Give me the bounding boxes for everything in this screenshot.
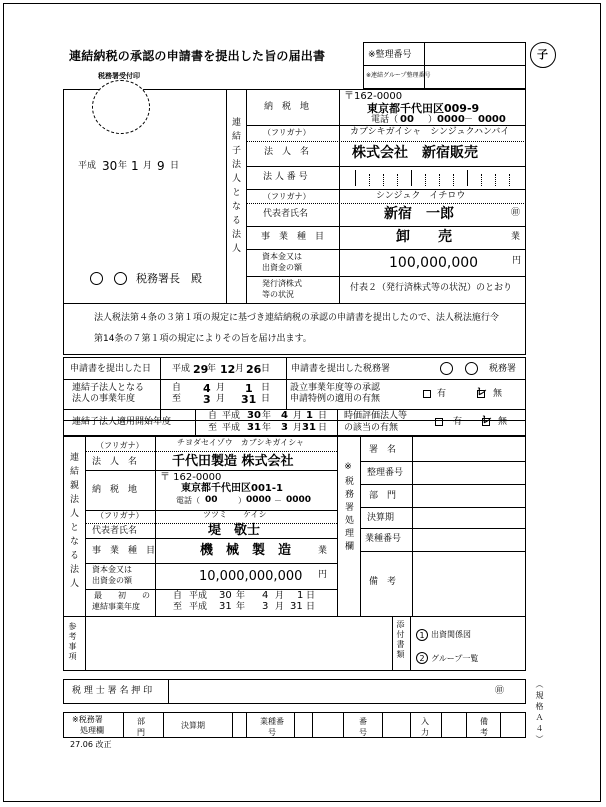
child-biz: 卸 売 bbox=[396, 229, 452, 245]
parent-biz: 機 械 製 造 bbox=[200, 543, 292, 558]
parent-rep-label: 代表者氏名 bbox=[92, 526, 138, 536]
tax-field-4: 業種番号 bbox=[365, 534, 402, 544]
submit-year: 29 bbox=[193, 363, 209, 376]
attach-item-1: 出資関係図 bbox=[431, 630, 471, 639]
parent-fy-year-2: 31 bbox=[219, 601, 232, 612]
tax-field-5: 備 考 bbox=[369, 577, 397, 587]
est-no-label: 無 bbox=[493, 389, 503, 399]
parent-phone-1: 00 bbox=[205, 495, 218, 505]
fy-day-2: 31 bbox=[241, 393, 257, 406]
attach-num-1: 1 bbox=[416, 629, 428, 641]
parent-fy-year-1: 30 bbox=[219, 590, 232, 601]
parent-address: 東京都千代田区001-1 bbox=[181, 483, 283, 494]
child-rep: 新宿 一郎 bbox=[384, 206, 454, 222]
parent-phone-2: 0000 bbox=[246, 495, 272, 505]
apply-month-2: 3 bbox=[281, 422, 288, 433]
tax-office-vertical: ※税務署処理欄 bbox=[343, 462, 353, 554]
seiri-label: ※整理番号 bbox=[368, 50, 412, 60]
fy-month-1: 4 bbox=[203, 382, 211, 395]
child-address: 東京都千代田区009-9 bbox=[367, 102, 480, 115]
child-number-label: 法 人 番 号 bbox=[263, 172, 308, 182]
child-shares: 付表２（発行済株式等の状況）のとおり bbox=[350, 283, 513, 293]
form-title: 連結納税の承認の申請書を提出した旨の届出書 bbox=[69, 49, 326, 63]
revision-note: 27.06 改正 bbox=[70, 740, 112, 749]
apply-label: 連結子法人適用開始年度 bbox=[72, 417, 172, 427]
parent-address-label: 納 税 地 bbox=[92, 485, 138, 495]
office-label: 税務署長 殿 bbox=[136, 272, 202, 285]
tax-field-1: 整理番号 bbox=[367, 468, 404, 478]
apply-day-2: 31 bbox=[302, 422, 316, 433]
attach-num-2: 2 bbox=[416, 652, 428, 664]
accountant-label: 税 理 士 署 名 押 印 bbox=[72, 686, 153, 696]
date-year: 30 bbox=[102, 159, 118, 173]
child-phone-3: 0000 bbox=[478, 114, 506, 125]
submit-date-label: 申請書を提出した日 bbox=[70, 364, 152, 374]
submit-office-label: 申請書を提出した税務署 bbox=[291, 364, 391, 374]
fy-day-1: 1 bbox=[245, 382, 253, 395]
parent-rep-furigana: ツツミ ケイシ bbox=[203, 510, 267, 519]
date-month: 1 bbox=[131, 159, 139, 173]
parent-fy-day-2: 31 bbox=[290, 601, 303, 612]
fair-yes-label: 有 bbox=[453, 417, 463, 427]
group-seiri-label: ※連結グループ整理番号 bbox=[366, 72, 431, 79]
fair-no-label: 無 bbox=[498, 417, 508, 427]
parent-vertical-label: 連結親法人となる法人 bbox=[68, 452, 78, 592]
child-address-label: 納 税 地 bbox=[264, 102, 310, 112]
bottom-col-kessanki: 決算期 bbox=[181, 721, 205, 730]
child-postal: 〒162-0000 bbox=[344, 91, 403, 102]
date-era: 平成 bbox=[78, 161, 97, 171]
apply-year-1: 30 bbox=[247, 410, 261, 421]
submit-day: 26 bbox=[246, 363, 262, 376]
submit-month: 12 bbox=[220, 363, 236, 376]
child-rep-furigana: シンジュク イチロウ bbox=[376, 191, 466, 201]
est-yes-label: 有 bbox=[437, 389, 447, 399]
bottom-col-gyoshu: 業種番号 bbox=[260, 717, 284, 737]
tax-field-3: 決算期 bbox=[367, 513, 395, 523]
child-name: 株式会社 新宿販売 bbox=[352, 145, 478, 161]
submit-office-circle-2 bbox=[465, 362, 478, 375]
parent-postal: 〒 162-0000 bbox=[160, 472, 222, 483]
bottom-col-biko: 備考 bbox=[480, 717, 488, 737]
paper-size-note: （規格Ａ４） bbox=[535, 680, 544, 746]
fair-no-checkmark: レ bbox=[481, 413, 492, 426]
remarks-label: 参考事項 bbox=[68, 622, 77, 662]
child-phone-1: 00 bbox=[400, 114, 414, 125]
reception-stamp-circle bbox=[92, 80, 150, 134]
tax-field-2: 部 門 bbox=[369, 491, 397, 501]
fy-month-2: 3 bbox=[203, 393, 211, 406]
bottom-col-nyuryoku: 入力 bbox=[421, 717, 429, 737]
child-capital: 100,000,000 bbox=[389, 255, 479, 271]
child-furigana: カブシキガイシャ シンジュクハンバイ bbox=[350, 127, 510, 137]
tax-field-0: 署 名 bbox=[369, 445, 397, 455]
child-rep-label: 代表者氏名 bbox=[263, 209, 309, 219]
reception-stamp-label: 税務署受付印 bbox=[98, 72, 140, 80]
office-circle-1 bbox=[90, 272, 103, 285]
bottom-col-bango: 番号 bbox=[359, 717, 367, 737]
submit-office-circle-1 bbox=[440, 362, 453, 375]
parent-biz-label: 事 業 種 目 bbox=[92, 546, 156, 556]
bottom-col-bumon: 部門 bbox=[137, 717, 145, 737]
parent-fy-month-2: 3 bbox=[262, 601, 269, 612]
parent-name-label: 法 人 名 bbox=[92, 457, 138, 467]
child-biz-label: 事 業 種 目 bbox=[261, 232, 325, 242]
attach-vertical: 添付書類 bbox=[396, 620, 405, 660]
parent-capital: 10,000,000,000 bbox=[199, 569, 303, 584]
apply-day-1: 1 bbox=[306, 410, 313, 421]
statement-line1: 法人税法第４条の３第１項の規定に基づき連結納税の承認の申請書を提出したので、法人税法施行令 bbox=[94, 313, 499, 323]
child-phone-2: 0000 bbox=[437, 114, 465, 125]
fair-yes-checkbox[interactable] bbox=[435, 418, 443, 426]
parent-name: 千代田製造 株式会社 bbox=[172, 454, 294, 469]
parent-rep: 堤 敬士 bbox=[208, 523, 261, 538]
est-no-checkmark: レ bbox=[476, 385, 487, 398]
attach-item-2: グループ一覧 bbox=[431, 654, 479, 663]
accountant-seal: ㊞ bbox=[495, 686, 505, 696]
apply-year-2: 31 bbox=[247, 422, 261, 433]
office-circle-2 bbox=[114, 272, 127, 285]
apply-month-1: 4 bbox=[281, 410, 288, 421]
statement-line2: 第14条の７第１項の規定によりその旨を届け出ます。 bbox=[94, 334, 312, 344]
child-name-label: 法 人 名 bbox=[264, 147, 310, 157]
parent-fy-month-1: 4 bbox=[262, 590, 269, 601]
ko-mark: 子 bbox=[537, 48, 548, 61]
parent-fy-day-1: 1 bbox=[297, 590, 304, 601]
parent-furigana: チヨダセイゾウ カブシキガイシャ bbox=[177, 438, 305, 447]
child-vertical-label: 連結子法人となる法人 bbox=[230, 117, 240, 257]
child-seal: ㊞ bbox=[511, 208, 521, 218]
date-day: 9 bbox=[157, 159, 165, 173]
est-yes-checkbox[interactable] bbox=[423, 390, 431, 398]
parent-phone-3: 0000 bbox=[286, 495, 312, 505]
